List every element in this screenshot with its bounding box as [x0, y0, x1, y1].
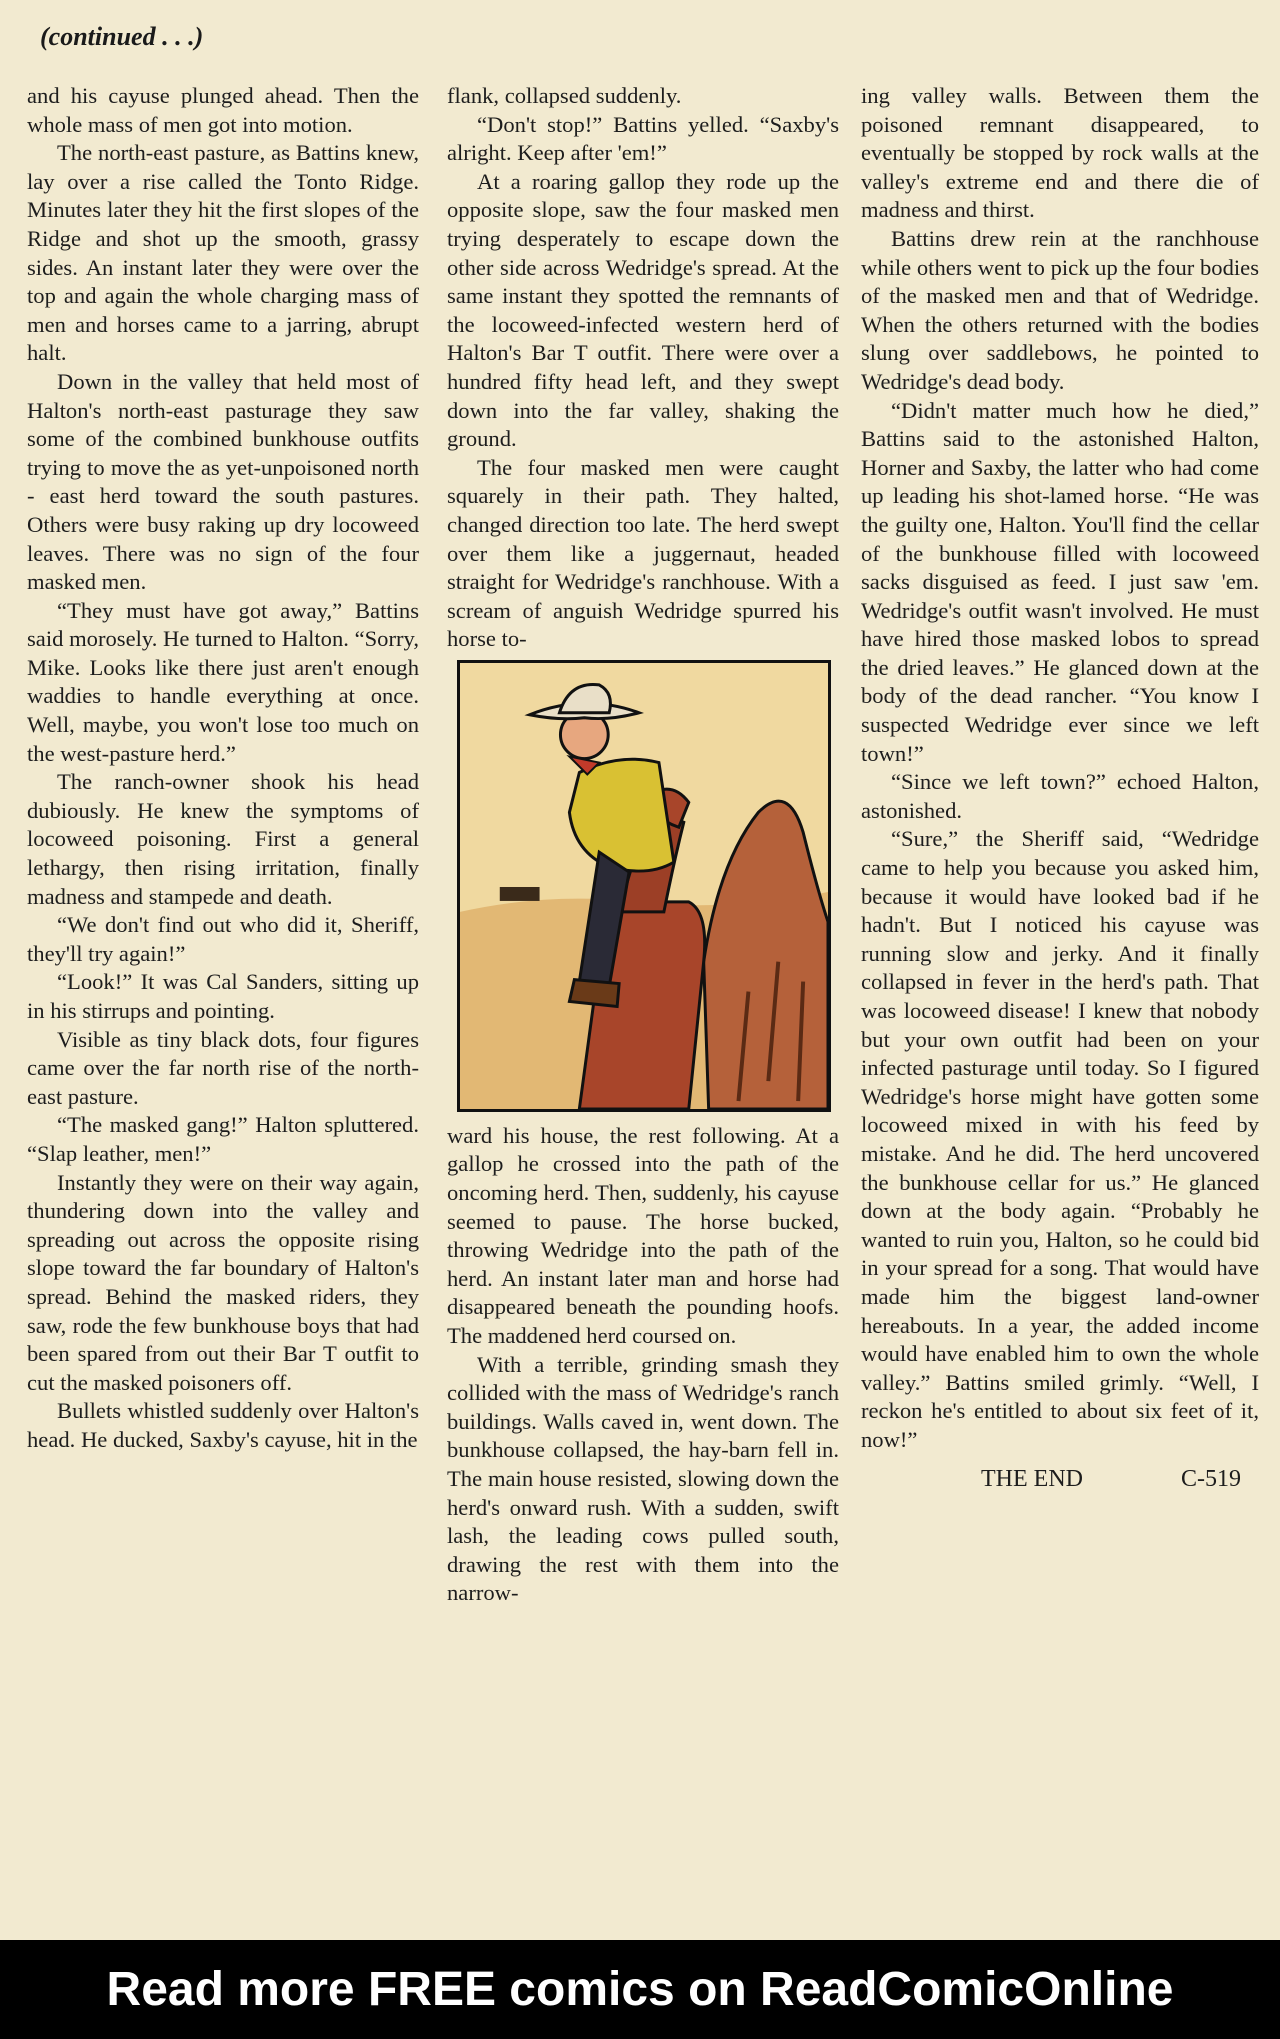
- text-column-1: [27, 82, 419, 1455]
- paragraph: Visible as tiny black dots, four figures came over the far north rise of the north-east pasture.: [27, 1026, 419, 1109]
- paragraph: “The masked gang!” Halton spluttered. “Slap leather, men!”: [27, 1112, 419, 1166]
- paragraph: Instantly they were on their way again, thundering down into the valley and spreading out across the opposite rising slope toward the far boundary of Halton's spread. Behind the masked riders, they saw, rode the few bunkhouse boys that had been spared from out their Bar T outfit to cut the masked poisoners off.: [27, 1169, 419, 1395]
- paragraph: With a terrible, grinding smash they collided with the mass of Wedridge's ranch buildings. Walls caved in, went down. The bunkhouse collapsed, the hay-barn fell in. The main house resisted, slowing down the herd's onward rush. With a sudden, swift lash, the leading cows pulled south, drawing the rest with them into the narrow-: [447, 1351, 839, 1606]
- paragraph: “We don't find out who did it, Sheriff, they'll try again!”: [27, 912, 419, 966]
- story-end-line: [861, 1465, 1259, 1494]
- paragraph: Bullets whistled suddenly over Halton's head. He ducked, Saxby's cayuse, hit in the: [27, 1398, 419, 1452]
- promo-banner[interactable]: [0, 1940, 1280, 2039]
- paragraph: “Sure,” the Sheriff said, “Wedridge came to help you because you asked him, because it would have looked bad if he hadn't. But I noticed his cayuse was running slow and jerky. And it finally collapsed in fever in the herd's path. That was locoweed disease! I knew that nobody but your own outfit had been on your infected pasturage until today. So I figured Wedridge's horse might have gotten some locoweed mixed in with his feed by mistake. And he did. The herd uncovered the bunkhouse cellar for us.” He glanced down at the body again. “Probably he wanted to ruin you, Halton, so he could bid in your spread for a song. That would have made him the biggest land-owner hereabouts. In a year, the added income would have enabled him to own the whole valley.” Battins smiled grimly. “Well, I reckon he's entitled to about six feet of it, now!”: [861, 826, 1259, 1452]
- paragraph: and his cayuse plunged ahead. Then the whole mass of men got into motion.: [27, 83, 419, 137]
- text-column-3: [861, 82, 1259, 1493]
- text-column-2: [447, 82, 839, 1608]
- paragraph: flank, collapsed suddenly.: [447, 83, 682, 108]
- paragraph: The ranch-owner shook his head dubiously. He knew the symptoms of locoweed poisoning. First a general lethargy, then rising irritation, finally madness and stampede and death.: [27, 769, 419, 909]
- paragraph: “They must have got away,” Battins said morosely. He turned to Halton. “Sorry, Mike. Looks like there just aren't enough waddies to handle everything at once. Well, maybe, you won't lose too much on the west-pasture herd.”: [27, 597, 419, 766]
- paragraph: “Didn't matter much how he died,” Battins said to the astonished Halton, Horner and Saxby, the latter who had come up leading his shot-lamed horse. “He was the guilty one, Halton. You'll find the cellar of the bunkhouse filled with locoweed sacks disguised as feed. I just saw 'em. Wedridge's outfit wasn't involved. He must have hired those masked lobos to spread the dried leaves.” He glanced down at the body of the dead rancher. “You know I suspected Wedridge ever since we left town!”: [861, 397, 1259, 766]
- the-end-label: THE END: [981, 1465, 1083, 1492]
- illustration-cowboy-on-horse: [457, 660, 831, 1112]
- continued-label: (continued . . .): [40, 22, 204, 51]
- paragraph: ward his house, the rest following. At a gallop he crossed into the path of the oncoming herd. Then, suddenly, his cayuse seemed to pause. The horse bucked, throwing Wedridge into the path of the herd. An instant later man and horse had disappeared beneath the pounding hoofs. The maddened herd coursed on.: [447, 1122, 839, 1349]
- paragraph: “Don't stop!” Battins yelled. “Saxby's alright. Keep after 'em!”: [447, 111, 839, 166]
- paragraph: At a roaring gallop they rode up the opposite slope, saw the four masked men trying desperately to escape down the other side across Wedridge's spread. At the same instant they spotted the remnants of the locoweed-infected western herd of Halton's Bar T outfit. There were over a hundred fifty head left, and they swept down into the far valley, shaking the ground.: [447, 168, 839, 452]
- paragraph: “Since we left town?” echoed Halton, astonished.: [861, 769, 1259, 823]
- cowboy-illustration: [460, 663, 828, 1109]
- paragraph: “Look!” It was Cal Sanders, sitting up in his stirrups and pointing.: [27, 969, 419, 1023]
- paragraph: The four masked men were caught squarely in their path. They halted, changed direction too late. The herd swept over them like a juggernaut, headed straight for Wedridge's ranchhouse. With a scream of anguish Wedridge spurred his horse to-: [447, 454, 839, 652]
- paragraph: Battins drew rein at the ranchhouse while others went to pick up the four bodies of the masked men and that of Wedridge. When the others returned with the bodies slung over saddlebows, he pointed to Wedridge's dead body.: [861, 225, 1259, 394]
- paragraph: Down in the valley that held most of Halton's north-east pasturage they saw some of the combined bunkhouse outfits trying to move the as yet-unpoisoned north - east herd toward the south pastures. Others were busy raking up dry locoweed leaves. There was no sign of the four masked men.: [27, 368, 419, 595]
- story-code: C-519: [1181, 1465, 1241, 1492]
- paragraph: ing valley walls. Between them the poisoned remnant disappeared, to eventually be stopped by rock walls at the valley's extreme end and there die of madness and thirst.: [861, 83, 1259, 223]
- promo-banner-text[interactable]: Read more FREE comics on ReadComicOnline: [106, 1963, 1174, 2016]
- paragraph: The north-east pasture, as Battins knew, lay over a rise called the Tonto Ridge. Minutes later they hit the first slopes of the Ridge and shot up the smooth, grassy sides. An instant later they were over the top and again the whole charging mass of men and horses came to a jarring, abrupt halt.: [27, 140, 419, 366]
